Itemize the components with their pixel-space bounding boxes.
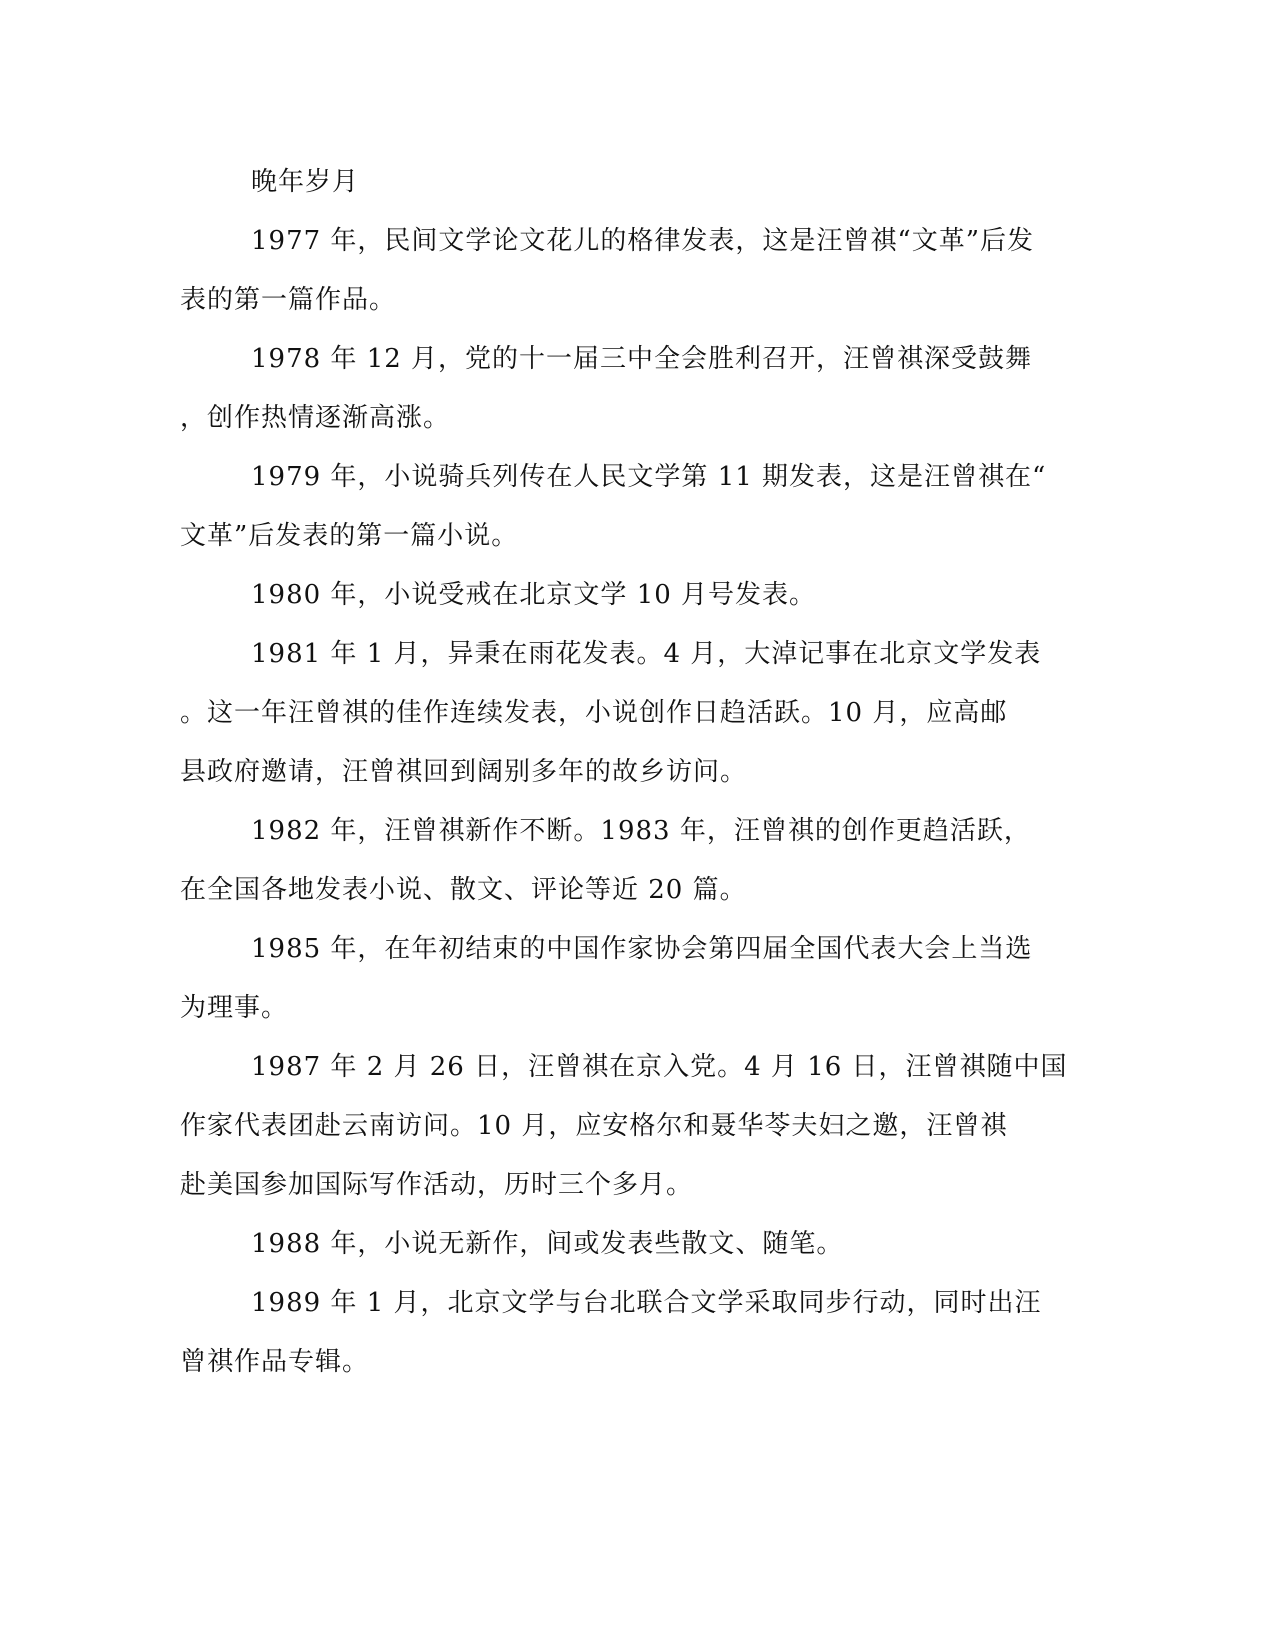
paragraph-3-line-2: 文革”后发表的第一篇小说。 xyxy=(180,521,519,551)
paragraph-3-line-1: 1979 年，小说骑兵列传在人民文学第 11 期发表，这是汪曾祺在“ xyxy=(251,462,1047,492)
paragraph-5-line-2: 。这一年汪曾祺的佳作连续发表，小说创作日趋活跃。10 月，应高邮 xyxy=(180,698,1008,728)
paragraph-8-line-3: 赴美国参加国际写作活动，历时三个多月。 xyxy=(180,1170,694,1200)
paragraph-10-line-2: 曾祺作品专辑。 xyxy=(180,1347,370,1377)
paragraph-6-line-2: 在全国各地发表小说、散文、评论等近 20 篇。 xyxy=(180,875,747,905)
paragraph-6-line-1: 1982 年，汪曾祺新作不断。1983 年，汪曾祺的创作更趋活跃， xyxy=(251,816,1031,846)
paragraph-8-line-1: 1987 年 2 月 26 日，汪曾祺在京入党。4 月 16 日，汪曾祺随中国 xyxy=(251,1052,1068,1082)
paragraph-10-line-1: 1989 年 1 月，北京文学与台北联合文学采取同步行动，同时出汪 xyxy=(251,1288,1042,1318)
paragraph-7-line-2: 为理事。 xyxy=(180,993,289,1023)
paragraph-4-line-1: 1980 年，小说受戒在北京文学 10 月号发表。 xyxy=(251,580,817,610)
paragraph-5-line-1: 1981 年 1 月，异秉在雨花发表。4 月，大淖记事在北京文学发表 xyxy=(251,639,1042,669)
paragraph-7-line-1: 1985 年，在年初结束的中国作家协会第四届全国代表大会上当选 xyxy=(251,934,1033,964)
paragraph-9-line-1: 1988 年，小说无新作，间或发表些散文、随笔。 xyxy=(251,1229,844,1259)
paragraph-2-line-2: ，创作热情逐渐高涨。 xyxy=(180,403,451,433)
paragraph-5-line-3: 县政府邀请，汪曾祺回到阔别多年的故乡访问。 xyxy=(180,757,748,787)
paragraph-1-line-1: 1977 年，民间文学论文花儿的格律发表，这是汪曾祺“文革”后发 xyxy=(251,226,1035,256)
paragraph-1-line-2: 表的第一篇作品。 xyxy=(180,285,397,315)
section-title: 晚年岁月 xyxy=(251,167,360,197)
paragraph-2-line-1: 1978 年 12 月，党的十一届三中全会胜利召开，汪曾祺深受鼓舞 xyxy=(251,344,1033,374)
paragraph-8-line-2: 作家代表团赴云南访问。10 月，应安格尔和聂华苓夫妇之邀，汪曾祺 xyxy=(180,1111,1008,1141)
